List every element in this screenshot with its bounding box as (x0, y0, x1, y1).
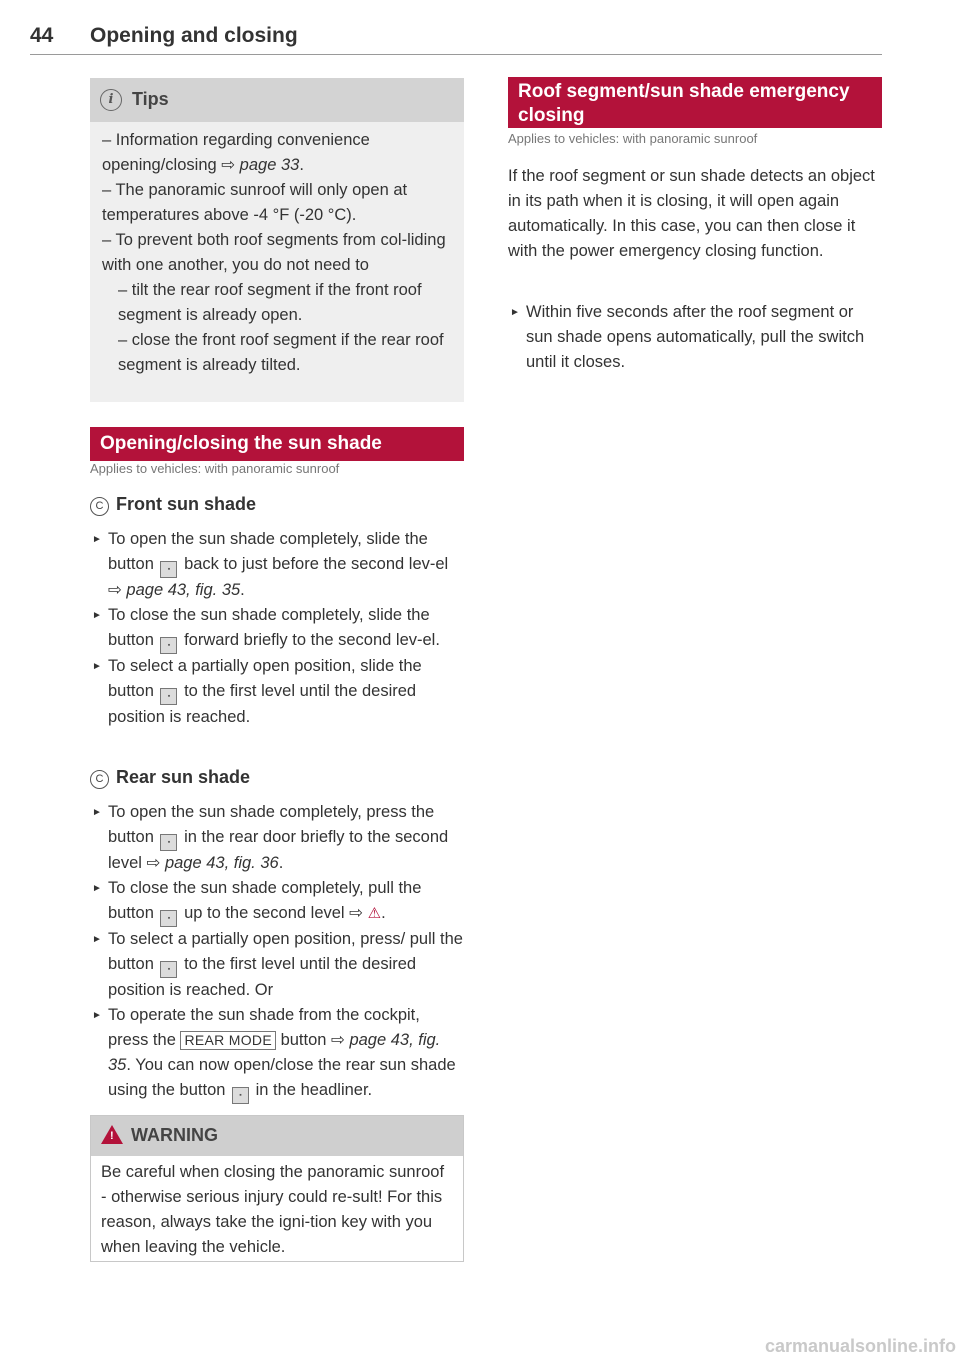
warning-header (91, 1116, 463, 1156)
arrow-bullet-icon: ► (92, 883, 102, 894)
callout-c-icon: C (90, 770, 109, 789)
tips-body (90, 122, 464, 378)
arrow-bullet-icon: ► (92, 534, 102, 545)
emergency-text: If the roof segment or sun shade detects an object in its path when it is closing, it will open again automatically. In this case, you can then close it with the power emergency closing function. (508, 167, 875, 260)
page-header (30, 22, 882, 55)
sunshade-button-icon: ▪ (232, 1087, 249, 1104)
warning-heading: WARNING (131, 1125, 218, 1145)
warning-triangle-icon: ! (101, 1125, 123, 1144)
watermark: carmanualsonline.info (764, 1336, 956, 1356)
sunshade-section-title: Opening/closing the sun shade (90, 427, 464, 461)
arrow-bullet-icon: ► (92, 610, 102, 621)
warning-triangle-icon: ⚠ (367, 905, 382, 922)
tip-subitem: – close the front roof segment if the rear roof segment is already tilted. (118, 331, 444, 374)
sunshade-button-icon: ▪ (160, 910, 177, 927)
sunshade-button-icon: ▪ (160, 961, 177, 978)
step-item: ► To open the sun shade completely, slide the button ▪ back to just before the second lev-el ⇨ page 43, fig. 35. (90, 527, 464, 603)
sunshade-button-icon: ▪ (160, 637, 177, 654)
sunshade-button-icon: ▪ (160, 561, 177, 578)
sunshade-button-icon: ▪ (160, 688, 177, 705)
page-reference[interactable]: ⇨ page 43, fig. 36 (146, 854, 279, 872)
arrow-bullet-icon: ► (92, 1010, 102, 1021)
front-steps (90, 527, 464, 730)
tip-subitem: – tilt the rear roof segment if the front roof segment is already open. (118, 281, 422, 324)
step-item: ► To select a partially open position, slide the button ▪ to the first level until the desired position is reached. (90, 654, 464, 730)
front-sunshade-heading: C Front sun shade (90, 494, 256, 516)
page-number: 44 (30, 24, 54, 47)
tips-header (90, 78, 464, 122)
tip-item: – The panoramic sunroof will only open at temperatures above -4 °F (-20 °C). (102, 181, 408, 224)
step-item: ► Within five seconds after the roof segment or sun shade opens automatically, pull the switch until it closes. (508, 300, 882, 375)
emergency-applies: Applies to vehicles: with panoramic sunroof (508, 131, 758, 146)
page-reference[interactable]: ⇨ page 43, fig. 35 (108, 581, 241, 599)
tips-box (90, 78, 464, 402)
rear-steps (90, 800, 464, 1104)
emergency-steps (508, 300, 882, 375)
callout-c-icon: C (90, 497, 109, 516)
rear-mode-key: REAR MODE (180, 1031, 276, 1050)
tip-item: – To prevent both roof segments from col-liding with one another, you do not need to (102, 231, 446, 274)
page-reference[interactable]: ⇨ page 43, fig. 35 (108, 1031, 441, 1074)
emergency-section-title: Roof segment/sun shade emergency closing (508, 77, 882, 128)
step-item: ► To operate the sun shade from the cockpit, press the REAR MODE button ⇨ page 43, fig. 35. You can now open/close the rear sun shade using the button ▪ in the headliner. (90, 1003, 464, 1104)
arrow-bullet-icon: ► (92, 807, 102, 818)
rear-sunshade-heading: C Rear sun shade (90, 767, 250, 789)
warning-box (90, 1115, 464, 1262)
sunshade-button-icon: ▪ (160, 834, 177, 851)
arrow-bullet-icon: ► (510, 307, 520, 318)
info-icon: i (100, 89, 122, 111)
step-item: ► To close the sun shade completely, slide the button ▪ forward briefly to the second lev-el. (90, 603, 464, 654)
arrow-bullet-icon: ► (92, 934, 102, 945)
tips-heading: Tips (132, 89, 169, 109)
sunshade-applies: Applies to vehicles: with panoramic sunroof (90, 461, 340, 476)
warning-text: Be careful when closing the panoramic sunroof - otherwise serious injury could re-sult! For this reason, always take the igni-tion key with you when leaving the vehicle. (101, 1163, 445, 1256)
arrow-bullet-icon: ► (92, 661, 102, 672)
tip-item: – Information regarding convenience opening/closing ⇨ page 33. (102, 131, 370, 174)
section-title: Opening and closing (90, 24, 298, 47)
step-item: ► To open the sun shade completely, press the button ▪ in the rear door briefly to the second level ⇨ page 43, fig. 36. (90, 800, 464, 876)
step-item: ► To close the sun shade completely, pull the button ▪ up to the second level ⇨ ⚠. (90, 876, 464, 927)
step-item: ► To select a partially open position, press/ pull the button ▪ to the first level until the desired position is reached. Or (90, 927, 464, 1003)
page-reference[interactable]: ⇨ page 33 (221, 156, 300, 174)
